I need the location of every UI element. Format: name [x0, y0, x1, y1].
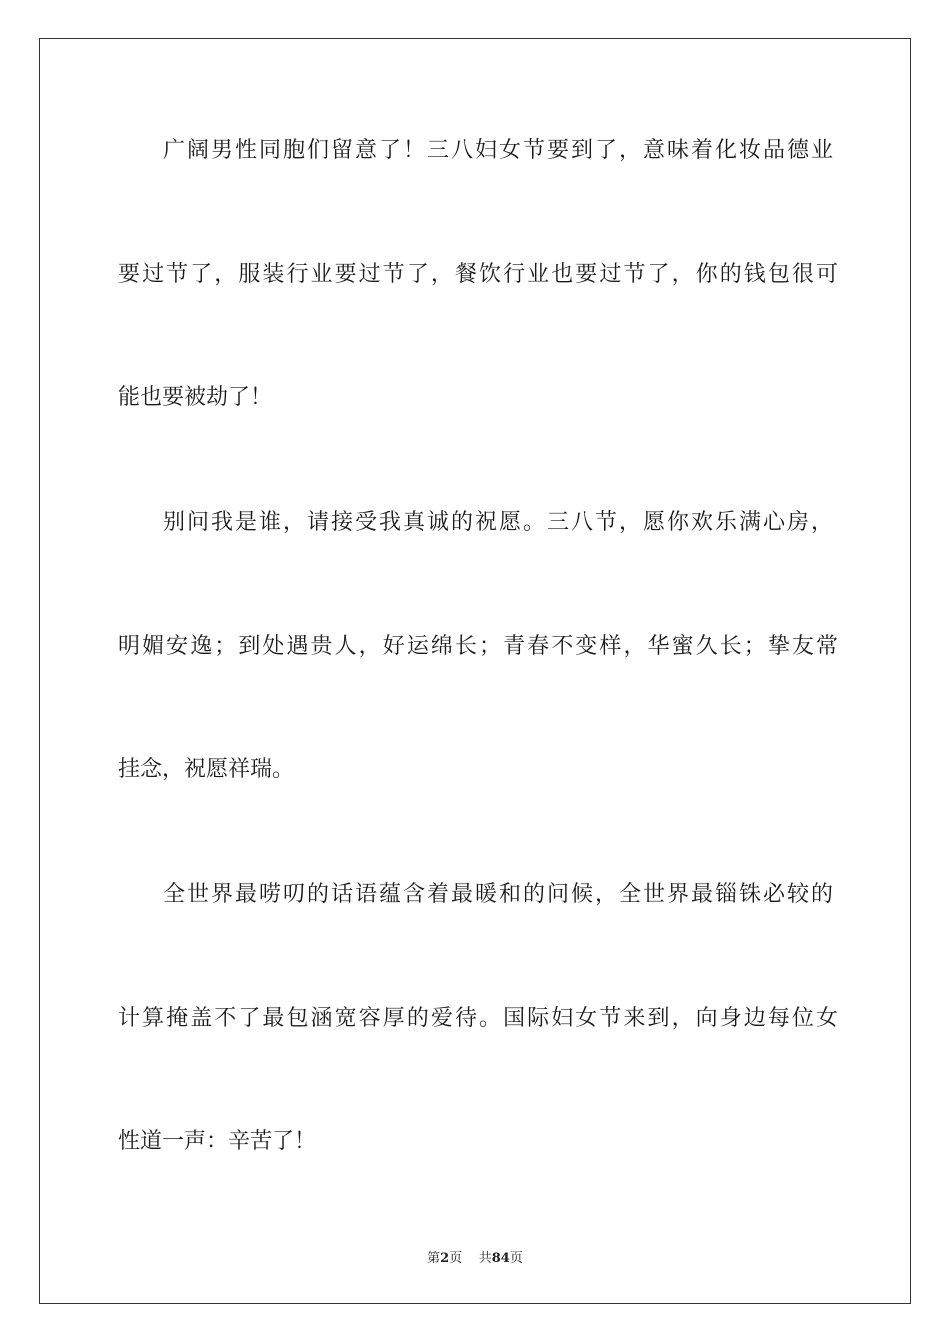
page-border — [39, 38, 911, 1304]
text-line: 能也要被劫了！ — [118, 385, 273, 410]
total-pages: 84 — [491, 1251, 510, 1266]
text-line: 性道一声：辛苦了！ — [118, 1129, 317, 1154]
text-line: 计算掩盖不了最包涵宽容厚的爱待。国际妇女节来到，向身边每位女 — [118, 1006, 838, 1031]
text-line: 别问我是谁，请接受我真诚的祝愿。三八节，愿你欢乐满心房， — [163, 510, 833, 535]
page-suffix: 页 — [449, 1251, 463, 1266]
page-footer — [0, 1247, 950, 1266]
page-number: 2 — [440, 1251, 450, 1266]
text-line: 要过节了，服装行业要过节了，餐饮行业也要过节了，你的钱包很可 — [118, 262, 838, 287]
page-prefix: 第 — [427, 1251, 441, 1266]
total-prefix: 共 — [478, 1251, 492, 1266]
text-line: 广阔男性同胞们留意了！三八妇女节要到了，意味着化妆品德业 — [163, 138, 833, 163]
text-line: 全世界最唠叨的话语蕴含着最暖和的问候，全世界最锱铢必较的 — [163, 882, 833, 907]
text-line: 挂念，祝愿祥瑞。 — [118, 757, 295, 782]
total-suffix: 页 — [509, 1251, 523, 1266]
text-line: 明媚安逸；到处遇贵人，好运绵长；青春不变样，华蜜久长；挚友常 — [118, 634, 838, 659]
